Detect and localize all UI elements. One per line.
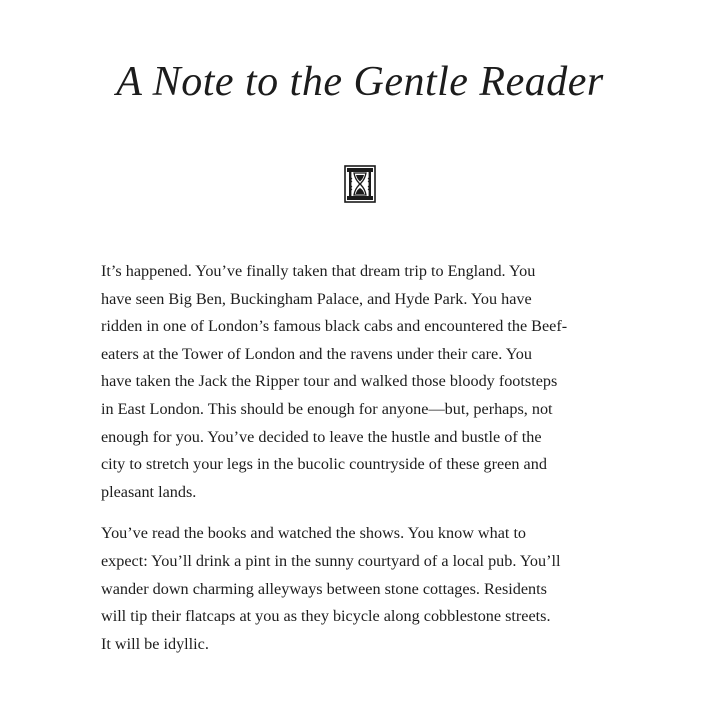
hourglass-icon xyxy=(343,164,377,204)
text-line: will tip their flatcaps at you as they bicycle along cobblestone streets. xyxy=(101,607,551,626)
body-text xyxy=(101,258,631,672)
text-line: have taken the Jack the Ripper tour and walked those bloody footsteps xyxy=(101,372,558,391)
text-line: expect: You’ll drink a pint in the sunny courtyard of a local pub. You’ll xyxy=(101,551,561,570)
paragraph-1 xyxy=(101,258,631,506)
text-line: It’s happened. You’ve finally taken that dream trip to England. You xyxy=(101,262,536,280)
text-line: ridden in one of London’s famous black cabs and encountered the Beef- xyxy=(101,317,568,336)
text-line: eaters at the Tower of London and the ravens under their care. You xyxy=(101,344,532,363)
text-line: You’ve read the books and watched the shows. You know what to xyxy=(101,524,527,543)
text-line: It will be idyllic. xyxy=(101,634,209,653)
page-title: A Note to the Gentle Reader xyxy=(116,59,604,105)
text-line: enough for you. You’ve decided to leave the hustle and bustle of the xyxy=(101,427,542,446)
paragraph-2 xyxy=(101,520,631,658)
text-line: wander down charming alleyways between stone cottages. Residents xyxy=(101,579,547,598)
text-line: city to stretch your legs in the bucolic countryside of these green and xyxy=(101,455,547,474)
text-line: in East London. This should be enough for anyone—but, perhaps, not xyxy=(101,399,553,418)
text-line: have seen Big Ben, Buckingham Palace, and Hyde Park. You have xyxy=(101,289,532,308)
text-line: pleasant lands. xyxy=(101,482,197,501)
